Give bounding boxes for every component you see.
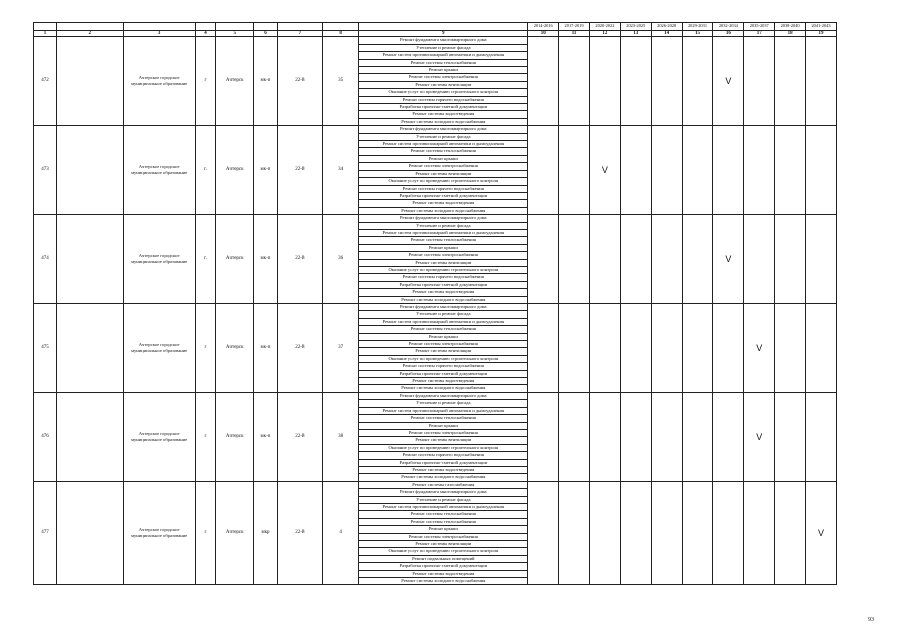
header-blank-cell xyxy=(216,23,254,31)
work-item-cell: Ремонт системы горячего водоснабжения xyxy=(359,274,528,281)
header-blank-cell xyxy=(254,23,278,31)
house-number-cell: 34 xyxy=(322,126,359,215)
work-item-cell: Ремонт системы холодного водоснабжения xyxy=(359,207,528,214)
record-blank-cell xyxy=(56,481,123,585)
period-cell xyxy=(590,304,621,393)
work-item-cell: Ремонт системы теплоснабжения xyxy=(359,511,528,518)
work-item-cell: Оказание услуг по проведению строительного контроля xyxy=(359,355,528,362)
period-header-cell: 2032-2034 xyxy=(713,23,744,31)
period-cell xyxy=(620,392,651,481)
period-cell xyxy=(744,37,775,126)
street-type-cell: мк-п xyxy=(254,215,278,304)
municipality-cell: Ачтерское городское муниципальное образование xyxy=(123,126,195,215)
period-header-cell: 2029-2031 xyxy=(682,23,713,31)
work-item-cell: Утепление и ремонт фасада xyxy=(359,400,528,407)
header-blank-cell xyxy=(322,23,359,31)
column-number-cell: 1 xyxy=(34,30,57,37)
work-item-cell: Ремонт системы водоотведения xyxy=(359,289,528,296)
settlement-type-cell: г xyxy=(195,37,216,126)
work-item-cell: Ремонт системы вентиляции xyxy=(359,541,528,548)
settlement-type-cell: г xyxy=(195,481,216,585)
period-cell xyxy=(559,392,590,481)
page-number: 93 xyxy=(868,617,874,623)
city-cell: Ачтерск xyxy=(216,126,254,215)
period-cell xyxy=(651,37,682,126)
municipality-cell: Ачтерское городское муниципальное образование xyxy=(123,481,195,585)
period-cell xyxy=(620,37,651,126)
period-cell xyxy=(651,392,682,481)
period-cell xyxy=(713,392,744,481)
work-item-cell: Ремонт системы водоотведения xyxy=(359,466,528,473)
header-blank-cell xyxy=(56,23,123,31)
header-blank-cell xyxy=(359,23,528,31)
period-cell xyxy=(559,37,590,126)
period-mark-cell: V xyxy=(744,304,775,393)
street-cell: 22-й xyxy=(277,126,322,215)
work-item-cell: Ремонт системы холодного водоснабжения xyxy=(359,385,528,392)
record-number-cell: 472 xyxy=(34,37,57,126)
work-item-cell: Ремонт системы горячего водоснабжения xyxy=(359,185,528,192)
table-row xyxy=(34,481,837,488)
period-header-row xyxy=(34,23,837,31)
table-row xyxy=(34,37,837,44)
street-type-cell: мк-п xyxy=(254,37,278,126)
period-cell xyxy=(651,304,682,393)
street-type-cell: мкр xyxy=(254,481,278,585)
work-item-cell: Ремонт системы холодного водоснабжения xyxy=(359,118,528,125)
period-cell xyxy=(559,481,590,585)
period-cell xyxy=(744,126,775,215)
period-cell xyxy=(620,126,651,215)
period-cell xyxy=(775,37,806,126)
period-cell xyxy=(713,126,744,215)
period-cell xyxy=(775,126,806,215)
period-mark-cell: V xyxy=(713,37,744,126)
period-cell xyxy=(744,481,775,585)
column-number-cell: 3 xyxy=(123,30,195,37)
work-item-cell: Ремонт крыши xyxy=(359,526,528,533)
work-item-cell: Ремонт систем противопожарной автоматики и дымоудаления xyxy=(359,52,528,59)
city-cell: Ачтерск xyxy=(216,304,254,393)
column-number-cell: 14 xyxy=(651,30,682,37)
work-item-cell: Ремонт систем противопожарной автоматики и дымоудаления xyxy=(359,503,528,510)
period-cell xyxy=(528,392,559,481)
table-row xyxy=(34,392,837,399)
work-item-cell: Ремонт системы теплоснабжения xyxy=(359,326,528,333)
work-item-cell: Ремонт системы электроснабжения xyxy=(359,252,528,259)
column-number-cell: 11 xyxy=(559,30,590,37)
city-cell: Ачтерск xyxy=(216,481,254,585)
column-number-cell: 5 xyxy=(216,30,254,37)
period-cell xyxy=(713,481,744,585)
street-cell: 22-й xyxy=(277,37,322,126)
work-item-cell: Оказание услуг по проведению строительного контроля xyxy=(359,89,528,96)
record-blank-cell xyxy=(56,304,123,393)
period-cell xyxy=(744,215,775,304)
work-item-cell: Ремонт системы горячего водоснабжения xyxy=(359,96,528,103)
period-cell xyxy=(590,481,621,585)
work-item-cell: Утепление и ремонт фасада xyxy=(359,44,528,51)
period-cell xyxy=(775,481,806,585)
period-mark-cell: V xyxy=(713,215,744,304)
period-cell xyxy=(775,392,806,481)
column-number-cell: 12 xyxy=(590,30,621,37)
work-item-cell: Ремонт системы теплоснабжения xyxy=(359,59,528,66)
period-cell xyxy=(806,392,837,481)
work-item-cell: Ремонт системы холодного водоснабжения xyxy=(359,578,528,585)
work-item-cell: Ремонт систем противопожарной автоматики и дымоудаления xyxy=(359,318,528,325)
settlement-type-cell: г. xyxy=(195,215,216,304)
municipality-cell: Ачтерское городское муниципальное образование xyxy=(123,304,195,393)
period-cell xyxy=(682,126,713,215)
period-cell xyxy=(682,392,713,481)
work-item-cell: Ремонт системы холодного водоснабжения xyxy=(359,296,528,303)
work-item-cell: Оказание услуг по проведению строительного контроля xyxy=(359,266,528,273)
period-cell xyxy=(806,126,837,215)
period-cell xyxy=(528,215,559,304)
table-row xyxy=(34,126,837,133)
city-cell: Ачтерск xyxy=(216,392,254,481)
period-cell xyxy=(806,37,837,126)
street-type-cell: мк-п xyxy=(254,304,278,393)
settlement-type-cell: г. xyxy=(195,126,216,215)
work-item-cell: Разработка проектно-сметной документации xyxy=(359,370,528,377)
period-cell xyxy=(620,481,651,585)
work-item-cell: Разработка проектно-сметной документации xyxy=(359,459,528,466)
column-number-cell: 8 xyxy=(322,30,359,37)
work-item-cell: Ремонт крыши xyxy=(359,244,528,251)
column-number-cell: 17 xyxy=(744,30,775,37)
house-number-cell: 37 xyxy=(322,304,359,393)
period-cell xyxy=(806,304,837,393)
column-number-cell: 10 xyxy=(528,30,559,37)
work-item-cell: Утепление и ремонт фасада xyxy=(359,496,528,503)
register-sheet xyxy=(33,22,837,589)
work-item-cell: Ремонт системы теплоснабжения xyxy=(359,237,528,244)
work-item-cell: Ремонт системы вентиляции xyxy=(359,81,528,88)
work-item-cell: Ремонт системы теплоснабжения xyxy=(359,148,528,155)
record-number-cell: 475 xyxy=(34,304,57,393)
record-number-cell: 476 xyxy=(34,392,57,481)
work-item-cell: Ремонт системы вентиляции xyxy=(359,170,528,177)
work-item-cell: Оказание услуг по проведению строительного контроля xyxy=(359,178,528,185)
period-cell xyxy=(651,215,682,304)
period-header-cell: 2017-2019 xyxy=(559,23,590,31)
period-cell xyxy=(559,304,590,393)
period-cell xyxy=(590,215,621,304)
municipality-cell: Ачтерское городское муниципальное образование xyxy=(123,215,195,304)
period-header-cell: 2014-2016 xyxy=(528,23,559,31)
work-item-cell: Ремонт системы вентиляции xyxy=(359,259,528,266)
work-item-cell: Ремонт системы электроснабжения xyxy=(359,163,528,170)
period-mark-cell: V xyxy=(806,481,837,585)
municipality-cell: Ачтерское городское муниципальное образование xyxy=(123,392,195,481)
work-item-cell: Ремонт системы вентиляции xyxy=(359,437,528,444)
work-item-cell: Разработка проектно-сметной документации xyxy=(359,563,528,570)
work-item-cell: Ремонт системы теплоснабжения xyxy=(359,415,528,422)
period-cell xyxy=(775,215,806,304)
work-item-cell: Ремонт фундамента многоквартирного дома xyxy=(359,37,528,44)
work-item-cell: Ремонт крыши xyxy=(359,333,528,340)
work-item-cell: Разработка проектно-сметной документации xyxy=(359,192,528,199)
period-cell xyxy=(528,481,559,585)
work-item-cell: Ремонт фундамента многоквартирного дома xyxy=(359,489,528,496)
work-item-cell: Ремонт системы электроснабжения xyxy=(359,429,528,436)
period-cell xyxy=(682,215,713,304)
header-blank-cell xyxy=(34,23,57,31)
period-mark-cell: V xyxy=(590,126,621,215)
work-item-cell: Утепление и ремонт фасада xyxy=(359,311,528,318)
period-cell xyxy=(590,37,621,126)
work-item-cell: Ремонт системы водоотведения xyxy=(359,111,528,118)
column-number-cell: 18 xyxy=(775,30,806,37)
work-item-cell: Ремонт системы вентиляции xyxy=(359,348,528,355)
period-cell xyxy=(559,215,590,304)
table-row xyxy=(34,304,837,311)
period-cell xyxy=(620,304,651,393)
capital-repair-table xyxy=(33,22,837,585)
period-cell xyxy=(528,37,559,126)
work-item-cell: Оказание услуг по проведению строительного контроля xyxy=(359,444,528,451)
settlement-type-cell: г xyxy=(195,392,216,481)
period-cell xyxy=(775,304,806,393)
street-type-cell: мк-п xyxy=(254,126,278,215)
work-item-cell: Ремонт системы холодного водоснабжения xyxy=(359,474,528,481)
period-cell xyxy=(651,481,682,585)
work-item-cell: Ремонт фундамента многоквартирного дома xyxy=(359,126,528,133)
period-header-cell: 2038-2040 xyxy=(775,23,806,31)
column-number-cell: 16 xyxy=(713,30,744,37)
work-item-cell: Ремонт системы теплоснабжения xyxy=(359,518,528,525)
table-row xyxy=(34,215,837,222)
house-number-cell: 35 xyxy=(322,37,359,126)
work-item-cell: Ремонт систем противопожарной автоматики и дымоудаления xyxy=(359,229,528,236)
period-cell xyxy=(682,37,713,126)
period-cell xyxy=(682,304,713,393)
record-number-cell: 474 xyxy=(34,215,57,304)
header-blank-cell xyxy=(195,23,216,31)
work-item-cell: Ремонт системы электроснабжения xyxy=(359,533,528,540)
record-blank-cell xyxy=(56,215,123,304)
record-blank-cell xyxy=(56,126,123,215)
street-cell: 22-й xyxy=(277,215,322,304)
work-item-cell: Ремонт системы электроснабжения xyxy=(359,74,528,81)
column-number-cell: 9 xyxy=(359,30,528,37)
period-header-cell: 2026-2028 xyxy=(651,23,682,31)
municipality-cell: Ачтерское городское муниципальное образование xyxy=(123,37,195,126)
period-cell xyxy=(559,126,590,215)
period-cell xyxy=(590,392,621,481)
street-cell: 22-й xyxy=(277,481,322,585)
column-number-cell: 13 xyxy=(620,30,651,37)
city-cell: Ачтерск xyxy=(216,37,254,126)
period-cell xyxy=(528,304,559,393)
work-item-cell: Ремонт системы газоснабжения xyxy=(359,481,528,488)
city-cell: Ачтерск xyxy=(216,215,254,304)
work-item-cell: Разработка проектно-сметной документации xyxy=(359,104,528,111)
house-number-cell: 38 xyxy=(322,392,359,481)
period-mark-cell: V xyxy=(744,392,775,481)
work-item-cell: Оказание услуг по проведению строительного контроля xyxy=(359,548,528,555)
period-cell xyxy=(651,126,682,215)
record-blank-cell xyxy=(56,37,123,126)
period-cell xyxy=(713,304,744,393)
column-number-cell: 4 xyxy=(195,30,216,37)
work-item-cell: Ремонт системы водоотведения xyxy=(359,378,528,385)
table-body xyxy=(34,23,837,585)
column-number-cell: 15 xyxy=(682,30,713,37)
work-item-cell: Ремонт систем противопожарной автоматики и дымоудаления xyxy=(359,407,528,414)
work-item-cell: Ремонт фундамента многоквартирного дома xyxy=(359,392,528,399)
column-number-cell: 7 xyxy=(277,30,322,37)
work-item-cell: Ремонт крыши xyxy=(359,155,528,162)
work-item-cell: Ремонт фундамента многоквартирного дома xyxy=(359,215,528,222)
column-number-row xyxy=(34,30,837,37)
work-item-cell: Ремонт систем противопожарной автоматики и дымоудаления xyxy=(359,141,528,148)
record-blank-cell xyxy=(56,392,123,481)
work-item-cell: Ремонт системы горячего водоснабжения xyxy=(359,363,528,370)
work-item-cell: Утепление и ремонт фасада xyxy=(359,222,528,229)
settlement-type-cell: г xyxy=(195,304,216,393)
period-cell xyxy=(682,481,713,585)
work-item-cell: Ремонт фундамента многоквартирного дома xyxy=(359,304,528,311)
work-item-cell: Утепление и ремонт фасада xyxy=(359,133,528,140)
work-item-cell: Ремонт системы водоотведения xyxy=(359,570,528,577)
period-cell xyxy=(528,126,559,215)
work-item-cell: Ремонт системы электроснабжения xyxy=(359,341,528,348)
period-cell xyxy=(806,215,837,304)
work-item-cell: Ремонт крыши xyxy=(359,422,528,429)
work-item-cell: Ремонт крыши xyxy=(359,67,528,74)
street-cell: 22-й xyxy=(277,392,322,481)
column-number-cell: 19 xyxy=(806,30,837,37)
record-number-cell: 477 xyxy=(34,481,57,585)
header-blank-cell xyxy=(277,23,322,31)
work-item-cell: Ремонт системы водоотведения xyxy=(359,200,528,207)
period-header-cell: 2020-2022 xyxy=(590,23,621,31)
work-item-cell: Ремонт подвальных помещений xyxy=(359,555,528,562)
period-header-cell: 2035-2037 xyxy=(744,23,775,31)
work-item-cell: Разработка проектно-сметной документации xyxy=(359,281,528,288)
period-header-cell: 2023-2025 xyxy=(620,23,651,31)
period-cell xyxy=(620,215,651,304)
period-header-cell: 2041-2043 xyxy=(806,23,837,31)
header-blank-cell xyxy=(123,23,195,31)
street-type-cell: мк-п xyxy=(254,392,278,481)
record-number-cell: 473 xyxy=(34,126,57,215)
column-number-cell: 2 xyxy=(56,30,123,37)
house-number-cell: 36 xyxy=(322,215,359,304)
house-number-cell: 4 xyxy=(322,481,359,585)
column-number-cell: 6 xyxy=(254,30,278,37)
street-cell: 22-й xyxy=(277,304,322,393)
work-item-cell: Ремонт системы горячего водоснабжения xyxy=(359,452,528,459)
